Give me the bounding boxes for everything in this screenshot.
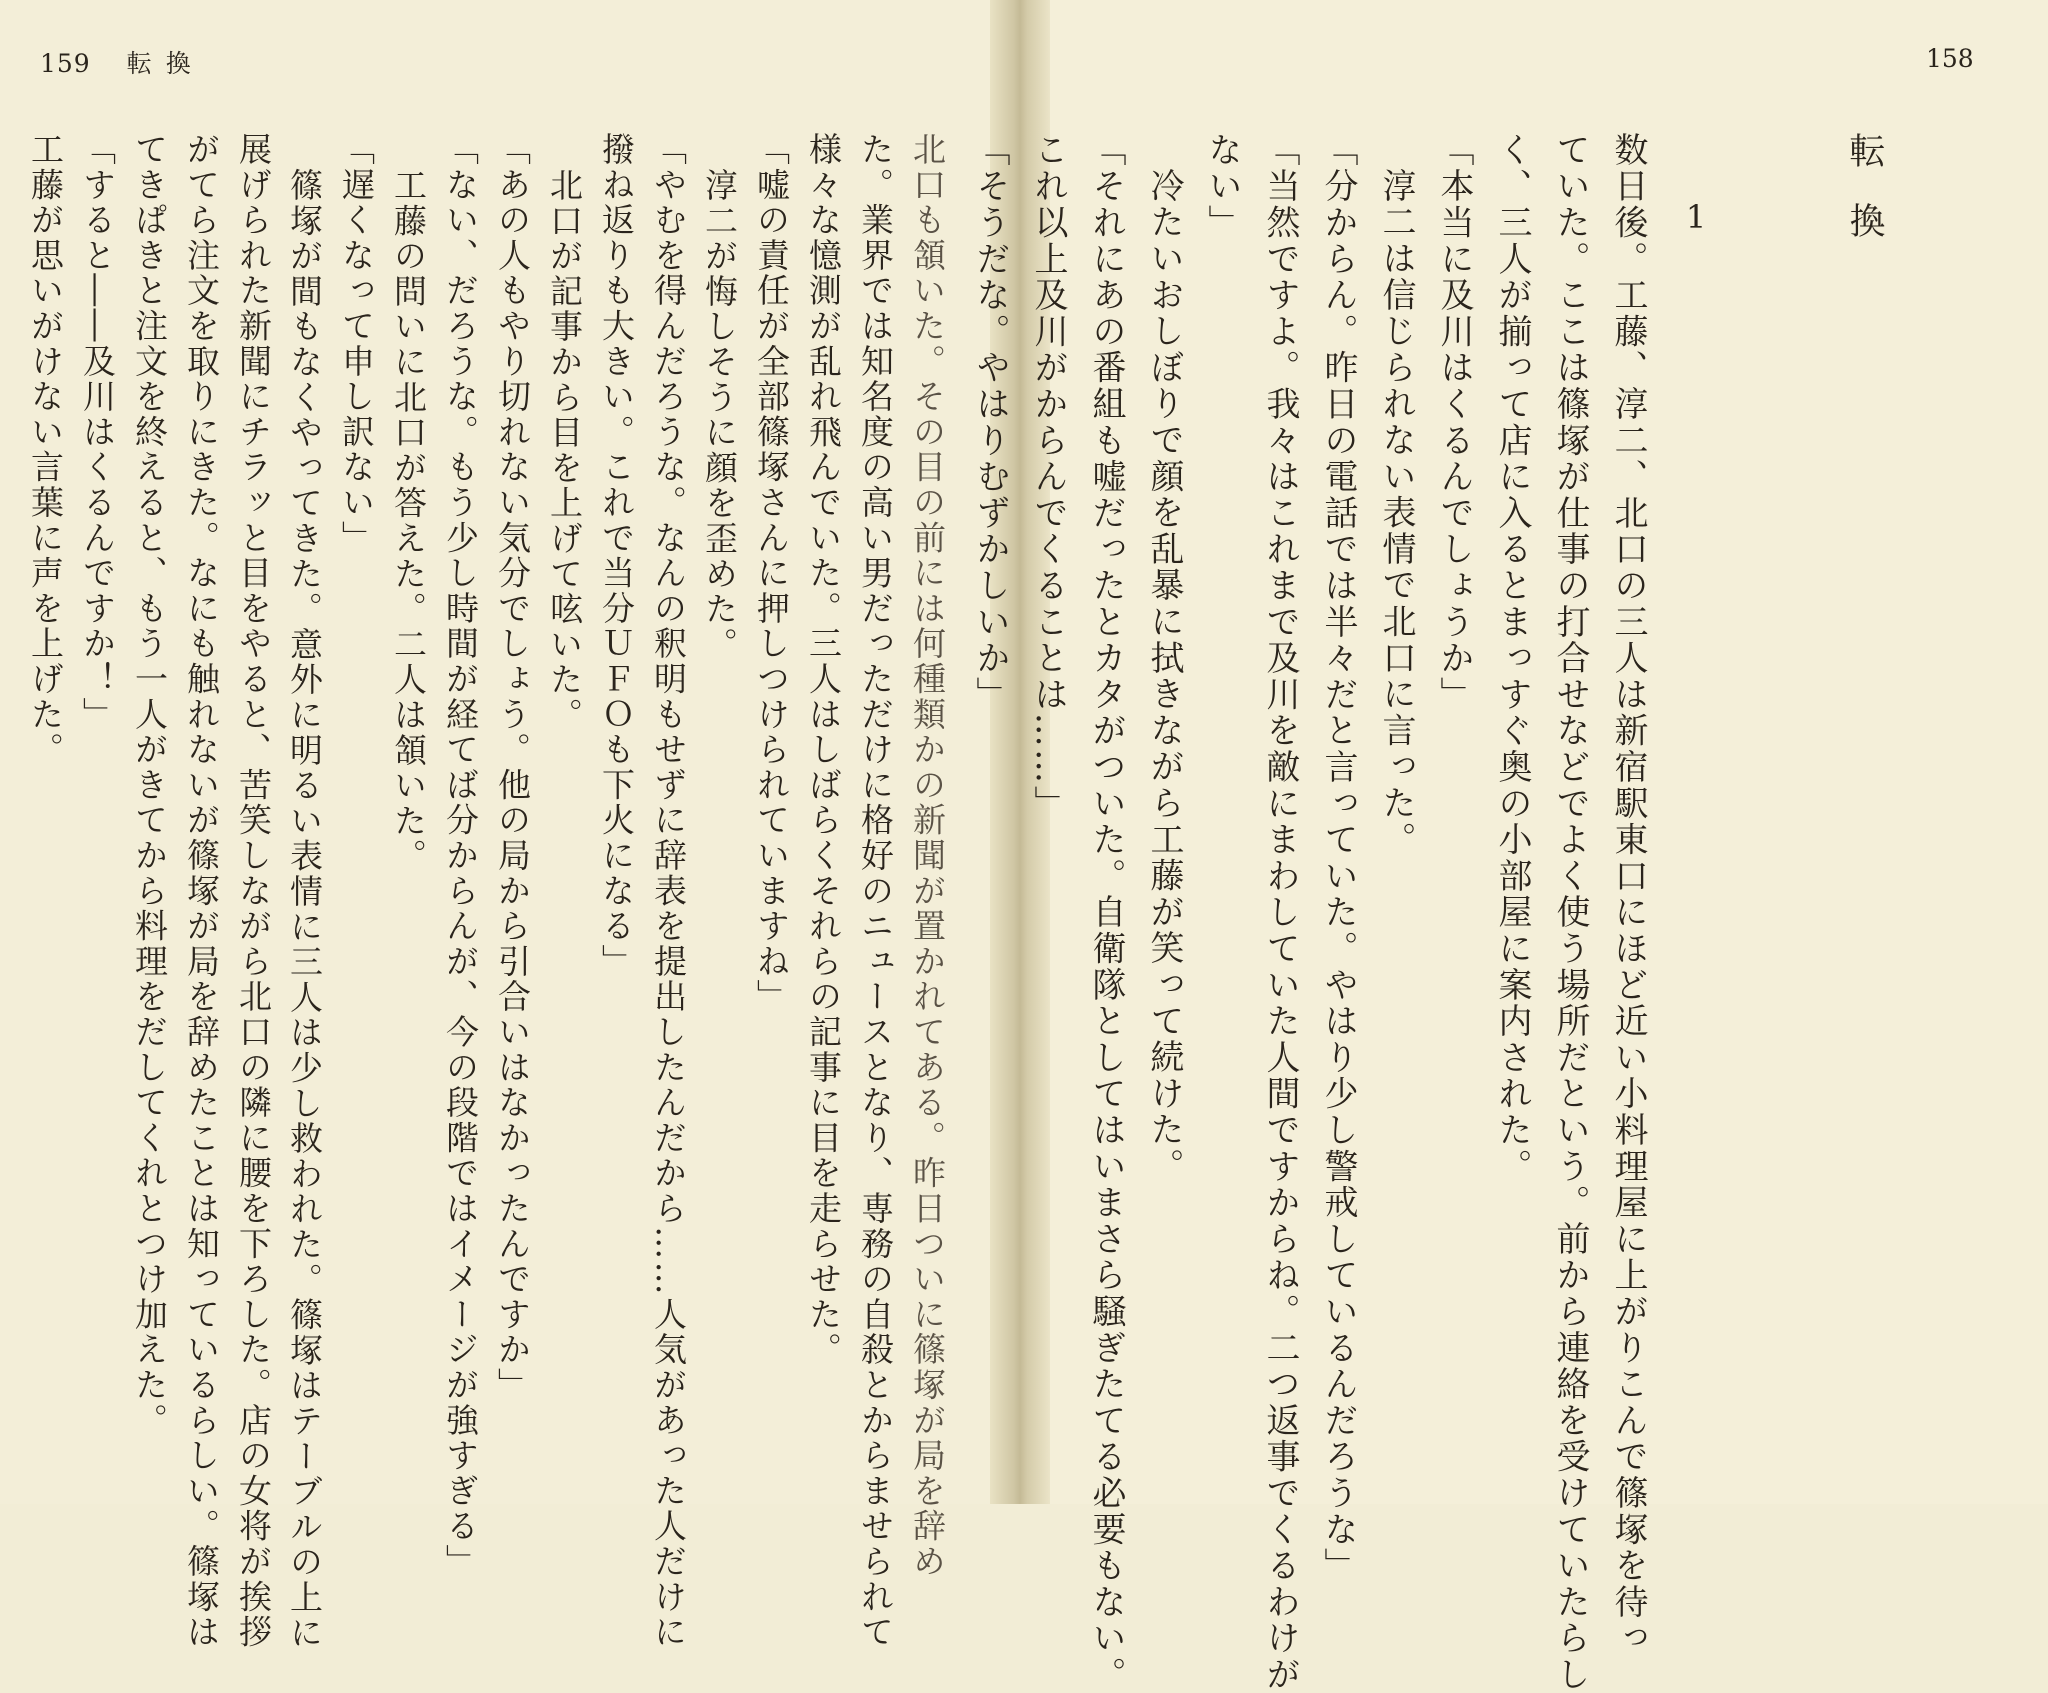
section-number: 1 (1685, 198, 1707, 236)
text-column: 工藤の問いに北口が答えた。二人は頷いた。 (389, 168, 428, 874)
left-page-number: 159 (40, 49, 91, 78)
text-column: 「やむを得んだろうな。なんの釈明もせずに辞表を提出したんだから……人気があった人だけに (649, 132, 688, 1650)
text-column: 数日後。工藤、淳二、北口の三人は新宿駅東口にほど近い小料理屋に上がりこんで篠塚を待っ (1608, 132, 1648, 1657)
text-column: 「本当に及川はくるんでしょうか」 (1434, 132, 1474, 713)
text-column: 工藤が思いがけない言葉に声を上げた。 (26, 132, 65, 768)
text-column: 冷たいおしぼりで顔を乱暴に拭きながら工藤が笑って続けた。 (1144, 168, 1184, 1185)
text-column: 「分からん。昨日の電話では半々だと言っていた。やはり少し警戒しているんだろうな」 (1318, 132, 1358, 1584)
text-column: 「ない、だろうな。もう少し時間が経てば分からんが、今の段階ではイメージが強すぎる」 (441, 132, 480, 1580)
text-column: 「当然ですよ。我々はこれまで及川を敵にまわしていた人間ですからね。二つ返事でくるわけが (1260, 132, 1300, 1693)
chapter-title: 転換 (1844, 132, 1885, 272)
text-column: 撥ね返りも大きい。これで当分ＵＦＯも下火になる」 (597, 132, 636, 980)
text-column: 「すると――及川はくるんですか！」 (78, 132, 117, 733)
text-column: これ以上及川がからんでくることは……」 (1028, 132, 1068, 822)
text-column: 淳二が悔しそうに顔を歪めた。 (700, 168, 739, 663)
text-column: 北口が記事から目を上げて呟いた。 (545, 168, 584, 733)
text-column: てきぱきと注文を終えると、もう一人がきてから料理をだしてくれとつけ加えた。 (130, 132, 169, 1439)
text-column: 様々な憶測が乱れ飛んでいた。三人はしばらくそれらの記事に目を走らせた。 (804, 132, 843, 1368)
text-column: がてら注文を取りにきた。なにも触れないが篠塚が局を辞めたことは知っているらしい。篠塚は (182, 132, 221, 1650)
text-column: ていた。ここは篠塚が仕事の打合せなどでよく使う場所だという。前から連絡を受けていたらし (1550, 132, 1590, 1693)
text-column: 北口も頷いた。その目の前には何種類かの新聞が置かれてある。昨日ついに篠塚が局を辞め (908, 132, 947, 1580)
text-column: 「そうだな。やはりむずかしいか」 (970, 132, 1010, 713)
left-page-header (40, 44, 205, 80)
right-page-number: 158 (1926, 44, 1974, 73)
text-column: 展げられた新聞にチラッと目をやると、苦笑しながら北口の隣に腰を下ろした。店の女将が挨拶 (234, 132, 273, 1650)
text-column: 「嘘の責任が全部篠塚さんに押しつけられていますね」 (752, 132, 791, 1015)
text-column: 「あの人もやり切れない気分でしょう。他の局から引合いはなかったんですか」 (493, 132, 532, 1403)
text-column: 「遅くなって申し訳ない」 (337, 132, 376, 556)
text-column: く、三人が揃って店に入るとまっすぐ奥の小部屋に案内された。 (1492, 132, 1532, 1185)
text-column: 「それにあの番組も嘘だったとカタがついた。自衛隊としてはいまさら騒ぎたてる必要もない。 (1086, 132, 1126, 1693)
left-running-title: 転換 (126, 49, 205, 78)
text-column: 篠塚が間もなくやってきた。意外に明るい表情に三人は少し救われた。篠塚はテーブルの上に (285, 168, 324, 1651)
text-column: 淳二は信じられない表情で北口に言った。 (1376, 168, 1416, 858)
text-column: た。業界では知名度の高い男だっただけに格好のニュースとなり、専務の自殺とからませられて (856, 132, 895, 1650)
text-column: ない」 (1202, 132, 1242, 241)
